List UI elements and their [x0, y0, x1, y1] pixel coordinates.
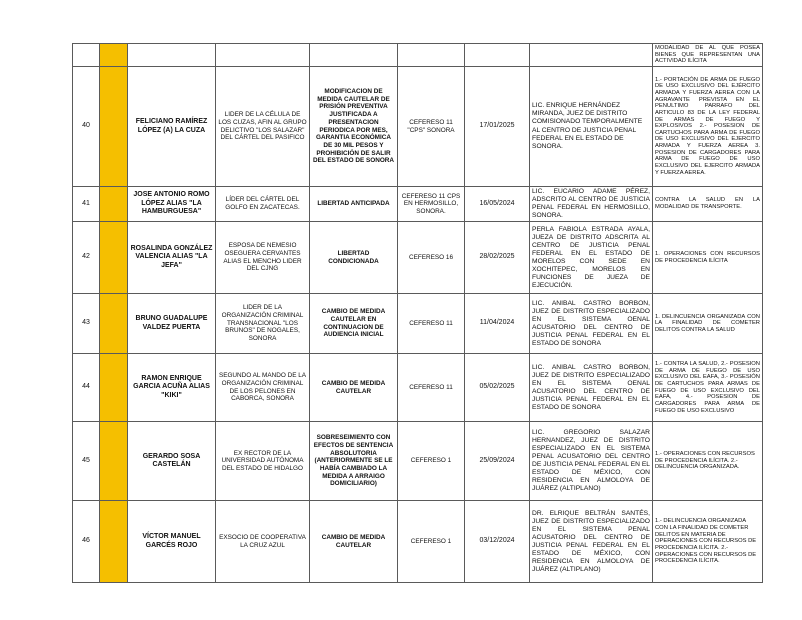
- name-cell: VÍCTOR MANUEL GARCÉS ROJO: [128, 501, 216, 583]
- description-cell: EXSOCIO DE COOPERATIVA LA CRUZ AZUL: [216, 501, 310, 583]
- highlight-marker: [100, 44, 128, 67]
- judge-cell: LIC. ENRIQUE HERNÁNDEZ MIRANDA, JUEZ DE DISTRITO COMISIONADO TEMPORALMENTE AL CENTRO DE JUSTICIA PENAL FEDERAL EN EL ESTADO DE SONORA.: [530, 67, 653, 187]
- date-cell: 17/01/2025: [465, 67, 530, 187]
- date-cell: 16/05/2024: [465, 187, 530, 222]
- table-row: [73, 222, 763, 294]
- table-row: [73, 294, 763, 354]
- status-cell: CAMBIO DE MEDIDA CAUTELAR EN CONTINUACION DE AUDIENCIA INICIAL: [310, 294, 398, 354]
- name-cell: BRUNO GUADALUPE VALDEZ PUERTA: [128, 294, 216, 354]
- crimes-cell: 1. OPERACIONES CON RECURSOS DE PROCEDENCIA ILÍCITA: [653, 222, 763, 294]
- row-number-cell: 46: [73, 501, 100, 583]
- row-number-cell: 44: [73, 354, 100, 422]
- description-cell: LÍDER DEL CÁRTEL DEL GOLFO EN ZACATECAS.: [216, 187, 310, 222]
- judge-cell: LIC. ANIBAL CASTRO BORBON, JUEZ DE DISTRITO ESPECIALIZADO EN EL SISTEMA OENAL ACUSATORIO DEL CENTRO DE JUSTICIA PENAL FEDERAL EN EL ESTADO DE SONORA: [530, 354, 653, 422]
- judge-cell: [530, 44, 653, 67]
- date-cell: 05/02/2025: [465, 354, 530, 422]
- highlight-marker: [100, 67, 128, 187]
- judge-cell: LIC. ANIBAL CASTRO BORBON, JUEZ DE DISTRITO ESPECIALIZADO EN EL SISTEMA OENAL ACUSATORIO DEL CENTRO DE JUSTICIA PENAL FEDERAL EN EL ESTADO DE SONORA: [530, 294, 653, 354]
- date-cell: [465, 44, 530, 67]
- prison-cell: CEFERESO 1: [398, 501, 465, 583]
- crimes-cell: 1. DELINCUENCIA ORGANIZADA CON LA FINALIDAD DE COMETER DELITOS CONTRA LA SALUD: [653, 294, 763, 354]
- prison-cell: [398, 44, 465, 67]
- table-row: [73, 354, 763, 422]
- table-row: [73, 422, 763, 501]
- prison-cell: CEFERESO 16: [398, 222, 465, 294]
- crimes-cell: 1.- DELINCUENCIA ORGANIZADA CON LA FINALIDAD DE COMETER DELITOS EN MATERIA DE OPERACIONES CON RECURSOS DE PROCEDENCIA ILÍCITA. 2.- OPERACIONES CON RECURSOS DE PROCEDENCIA ILÍCITA.: [653, 501, 763, 583]
- prison-cell: CEFERESO 11: [398, 354, 465, 422]
- name-cell: FELICIANO RAMÍREZ LÓPEZ (A) LA CUZA: [128, 67, 216, 187]
- row-number-cell: 45: [73, 422, 100, 501]
- highlight-marker: [100, 222, 128, 294]
- status-cell: CAMBIO DE MEDIDA CAUTELAR: [310, 501, 398, 583]
- description-cell: LIDER DE LA ORGANIZACIÓN CRIMINAL TRANSNACIONAL "LOS BRUNOS" DE NOGALES, SONORA: [216, 294, 310, 354]
- highlight-marker: [100, 422, 128, 501]
- records-table: [72, 43, 763, 583]
- judge-cell: LIC. GREGORIO SALAZAR HERNANDEZ, JUEZ DE DISTRITO ESPECIALIZADO EN EL SISTEMA PENAL ACUSATORIO DEL CENTRO DE JUSTICIA PENAL FEDERAL EN EL ESTADO DE MÉXICO, CON RESIDENCIA EN ALMOLOYA DE JUÁREZ (ALTIPLANO): [530, 422, 653, 501]
- name-cell: ROSALINDA GONZÁLEZ VALENCIA ALIAS "LA JEFA": [128, 222, 216, 294]
- highlight-marker: [100, 501, 128, 583]
- judge-cell: LIC. EUCARIO ADAME PÉREZ, ADSCRITO AL CENTRO DE JUSTICIA PENAL FEDERAL EN HERMOSILLO, SONORA.: [530, 187, 653, 222]
- highlight-marker: [100, 354, 128, 422]
- status-cell: CAMBIO DE MEDIDA CAUTELAR: [310, 354, 398, 422]
- judge-cell: PERLA FABIOLA ESTRADA AYALA, JUEZA DE DISTRITO ADSCRITA AL CENTRO DE JUSTICIA PENAL FEDERAL EN EL ESTADO DE MORELOS CON SEDE EN XOCHITEPEC, MORELOS EN FUNCIONES DE JUEZA DE EJECUCIÓN.: [530, 222, 653, 294]
- description-cell: SEGUNDO AL MANDO DE LA ORGANIZACIÓN CRIMINAL DE LOS PELONES EN CABORCA, SONORA: [216, 354, 310, 422]
- crimes-cell: CONTRA LA SALUD EN LA MODALIDAD DE TRANSPORTE.: [653, 187, 763, 222]
- status-cell: [310, 44, 398, 67]
- crimes-cell: 1.- CONTRA LA SALUD, 2.- POSESION DE ARMA DE FUEGO DE USO EXCLUSIVO DEL EAFA, 3.- POSESIÓN DE CARTUCHOS PARA ARMAS DE FUEGO DE USO EXCLUSIVO DEL EAFA, 4.- POSESION DE CARGADORES PARA ARMA DE FUEGO DE USO EXCLUSIVO: [653, 354, 763, 422]
- date-cell: 03/12/2024: [465, 501, 530, 583]
- name-cell: RAMON ENRIQUE GARCIA ACUÑA ALIAS "KIKI": [128, 354, 216, 422]
- prison-cell: CEFERESO 11 CPS EN HERMOSILLO, SONORA.: [398, 187, 465, 222]
- row-number-cell: 41: [73, 187, 100, 222]
- status-cell: LIBERTAD CONDICIONADA: [310, 222, 398, 294]
- crimes-cell: 1.- OPERACIONES CON RECURSOS DE PROCEDENCIA ILÍCITA. 2.-DELINCUENCIA ORGANIZADA.: [653, 422, 763, 501]
- date-cell: 28/02/2025: [465, 222, 530, 294]
- row-number-cell: 43: [73, 294, 100, 354]
- highlight-marker: [100, 294, 128, 354]
- description-cell: LIDER DE LA CÉLULA DE LOS CUZAS, AFIN AL GRUPO DELICTIVO "LOS SALAZAR" DEL CÁRTEL DEL PASIFICO: [216, 67, 310, 187]
- prison-cell: CEFERESO 11 "CPS" SONORA: [398, 67, 465, 187]
- table-row: [73, 44, 763, 67]
- row-number-cell: 40: [73, 67, 100, 187]
- table-row: [73, 187, 763, 222]
- status-cell: MODIFICACION DE MEDIDA CAUTELAR DE PRISIÓN PREVENTIVA JUSTIFICADA A PRESENTACION PERIODICA POR MES, GARANTIA ECONÓMICA DE 30 MIL PESOS Y PROHIBICIÓN DE SALIR DEL ESTADO DE SONORA: [310, 67, 398, 187]
- prison-cell: CEFERESO 11: [398, 294, 465, 354]
- table-row: [73, 501, 763, 583]
- status-cell: SOBRESEIMIENTO CON EFECTOS DE SENTENCIA ABSOLUTORIA (ANTERIORMENTE SE LE HABÍA CAMBIADO LA MEDIDA A ARRAIGO DOMICILIARIO): [310, 422, 398, 501]
- crimes-cell: MODALIDAD DE AL QUE POSEA BIENES QUE REPRESENTAN UNA ACTIVIDAD ILÍCITA: [653, 44, 763, 67]
- description-cell: EX RECTOR DE LA UNIVERSIDAD AUTÓNOMA DEL ESTADO DE HIDALGO: [216, 422, 310, 501]
- row-number-cell: [73, 44, 100, 67]
- name-cell: [128, 44, 216, 67]
- name-cell: GERARDO SOSA CASTELÁN: [128, 422, 216, 501]
- highlight-marker: [100, 187, 128, 222]
- prison-cell: CEFERESO 1: [398, 422, 465, 501]
- date-cell: 25/09/2024: [465, 422, 530, 501]
- date-cell: 11/04/2024: [465, 294, 530, 354]
- description-cell: ESPOSA DE NEMESIO OSEGUERA CERVANTES ALIAS EL MENCHO LIDER DEL CJNG: [216, 222, 310, 294]
- description-cell: [216, 44, 310, 67]
- crimes-cell: 1.- PORTACIÓN DE ARMA DE FUEGO DE USO EXCLUSIVO DEL EJÉRCITO ARMADA Y FUERZA AEREA CON LA AGRAVANTE PREVISTA EN EL PENULTIMO PARRAFO DEL ARTICULO 83 DE LA LEY FEDERAL DE ARMAS DE FUEGO Y EXPLOSIVOS 2.- POSESION DE CARTUCHOS PARA ARMA DE FUEGO DE USO EXCLUSIVO DEL EJERCITO ARMADA Y FUERZA AEREA 3. POSESION DE CARGADORES PARA ARMA DE FUEGO DE USO EXCLUSIVO DEL EJERCITO ARMADA Y FUERZA AEREA.: [653, 67, 763, 187]
- judge-cell: DR. ELRIQUE BELTRÁN SANTÉS, JUEZ DE DISTRITO ESPECIALIZADO EN EL SISTEMA PENAL ACUSATORIO DEL CENTRO DE JUSTICIA PENAL FEDERAL EN EL ESTADO DE MÉXICO, CON RESIDENCIA EN ALMOLOYA DE JUÁREZ (ALTIPLANO): [530, 501, 653, 583]
- name-cell: JOSE ANTONIO ROMO LÓPEZ ALIAS "LA HAMBURGUESA": [128, 187, 216, 222]
- table-row: [73, 67, 763, 187]
- row-number-cell: 42: [73, 222, 100, 294]
- status-cell: LIBERTAD ANTICIPADA: [310, 187, 398, 222]
